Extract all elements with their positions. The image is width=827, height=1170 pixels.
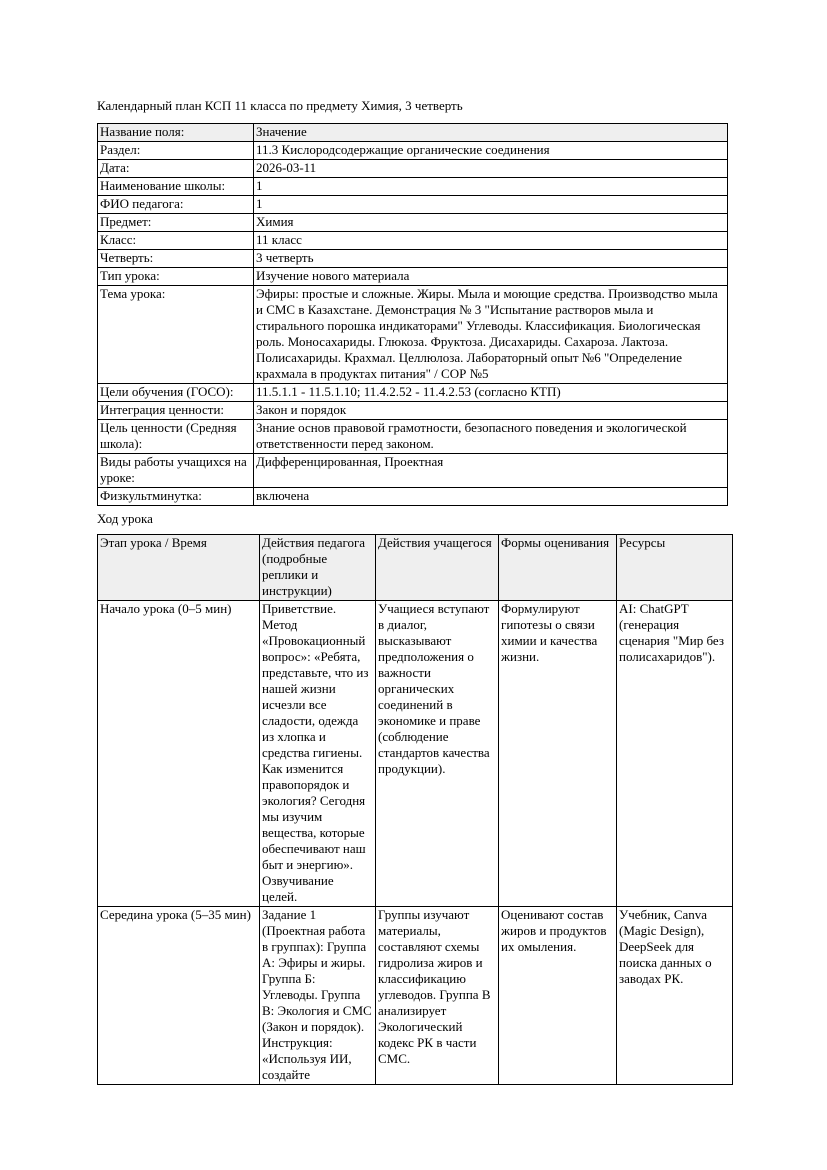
meta-field-cell: Предмет: (98, 214, 254, 232)
meta-field-cell: Раздел: (98, 142, 254, 160)
table-row (98, 160, 728, 178)
meta-field-cell: Дата: (98, 160, 254, 178)
meta-field-cell: Виды работы учащихся на уроке: (98, 454, 254, 488)
meta-field-cell: Класс: (98, 232, 254, 250)
lesson-flow-section-title: Ход урока (97, 511, 153, 526)
flow-header-student-cell: Действия учащегося (376, 535, 499, 601)
flow-header-assessment-cell: Формы оценивания (499, 535, 617, 601)
meta-value-cell: Химия (254, 214, 728, 232)
document-content (97, 98, 728, 1085)
flow-stage-cell: Середина урока (5–35 мин) (98, 907, 260, 1085)
table-row (98, 402, 728, 420)
meta-field-cell: Тема урока: (98, 286, 254, 384)
flow-assessment-cell: Формулируют гипотезы о связи химии и качества жизни. (499, 601, 617, 907)
meta-value-cell: 11 класс (254, 232, 728, 250)
meta-header-value-cell: Значение (254, 124, 728, 142)
meta-field-cell: Четверть: (98, 250, 254, 268)
flow-stage-cell: Начало урока (0–5 мин) (98, 601, 260, 907)
flow-teacher-cell: Приветствие. Метод «Провокационный вопрос»: «Ребята, представьте, что из нашей жизни исчезли все сладости, одежда из хлопка и средства гигиены. Как изменится правопорядок и экология? Сегодня мы изучим вещества, которые обеспечивают наш быт и энергию». Озвучивание целей. (260, 601, 376, 907)
meta-field-cell: Тип урока: (98, 268, 254, 286)
meta-field-cell: Цели обучения (ГОСО): (98, 384, 254, 402)
table-row (98, 384, 728, 402)
meta-value-cell: 3 четверть (254, 250, 728, 268)
flow-student-cell: Группы изучают материалы, составляют схемы гидролиза жиров и классификацию углеводов. Группа В анализирует Экологический кодекс РК в части СМС. (376, 907, 499, 1085)
meta-table (97, 123, 728, 506)
table-row (98, 268, 728, 286)
meta-field-cell: Физкультминутка: (98, 488, 254, 506)
table-row (98, 232, 728, 250)
flow-header-stage-cell: Этап урока / Время (98, 535, 260, 601)
page-title: Календарный план КСП 11 класса по предмету Химия, 3 четверть (97, 98, 463, 113)
meta-value-cell: Эфиры: простые и сложные. Жиры. Мыла и моющие средства. Производство мыла и СМС в Казахстане. Демонстрация № 3 "Испытание растворов мыла и стирального порошка индикаторами" Углеводы. Классификация. Биологическая роль. Моносахариды. Глюкоза. Фруктоза. Дисахариды. Сахароза. Лактоза. Полисахариды. Крахмал. Целлюлоза. Лабораторный опыт №6 "Определение крахмала в продуктах питания" / СОР №5 (254, 286, 728, 384)
meta-value-cell: Изучение нового материала (254, 268, 728, 286)
flow-assessment-cell: Оценивают состав жиров и продуктов их омыления. (499, 907, 617, 1085)
meta-field-cell: Наименование школы: (98, 178, 254, 196)
meta-header-row (98, 124, 728, 142)
meta-header-field-cell: Название поля: (98, 124, 254, 142)
meta-value-cell: включена (254, 488, 728, 506)
table-row (98, 907, 733, 1085)
table-row (98, 142, 728, 160)
table-row (98, 488, 728, 506)
meta-value-cell: 11.5.1.1 - 11.5.1.10; 11.4.2.52 - 11.4.2.53 (согласно КТП) (254, 384, 728, 402)
table-row (98, 214, 728, 232)
lesson-flow-header-row (98, 535, 733, 601)
table-row (98, 420, 728, 454)
flow-student-cell: Учащиеся вступают в диалог, высказывают предположения о важности органических соединений в экономике и праве (соблюдение стандартов качества продукции). (376, 601, 499, 907)
table-row (98, 601, 733, 907)
meta-value-cell: Закон и порядок (254, 402, 728, 420)
lesson-flow-table (97, 534, 733, 1085)
table-row (98, 178, 728, 196)
meta-field-cell: Цель ценности (Средняя школа): (98, 420, 254, 454)
meta-value-cell: 2026-03-11 (254, 160, 728, 178)
flow-resources-cell: AI: ChatGPT (генерация сценария "Мир без полисахаридов"). (617, 601, 733, 907)
meta-value-cell: 1 (254, 196, 728, 214)
flow-resources-cell: Учебник, Canva (Magic Design), DeepSeek для поиска данных о заводах РК. (617, 907, 733, 1085)
flow-teacher-cell: Задание 1 (Проектная работа в группах): Группа А: Эфиры и жиры. Группа Б: Углеводы. Группа В: Экология и СМС (Закон и порядок). Инструкция: «Используя ИИ, создайте (260, 907, 376, 1085)
table-row (98, 454, 728, 488)
flow-header-resources-cell: Ресурсы (617, 535, 733, 601)
flow-header-teacher-cell: Действия педагога (подробные реплики и инструкции) (260, 535, 376, 601)
meta-value-cell: 11.3 Кислородсодержащие органические соединения (254, 142, 728, 160)
meta-value-cell: 1 (254, 178, 728, 196)
table-row (98, 286, 728, 384)
meta-value-cell: Дифференцированная, Проектная (254, 454, 728, 488)
meta-field-cell: ФИО педагога: (98, 196, 254, 214)
meta-value-cell: Знание основ правовой грамотности, безопасного поведения и экологической ответственности перед законом. (254, 420, 728, 454)
table-row (98, 196, 728, 214)
table-row (98, 250, 728, 268)
meta-field-cell: Интеграция ценности: (98, 402, 254, 420)
